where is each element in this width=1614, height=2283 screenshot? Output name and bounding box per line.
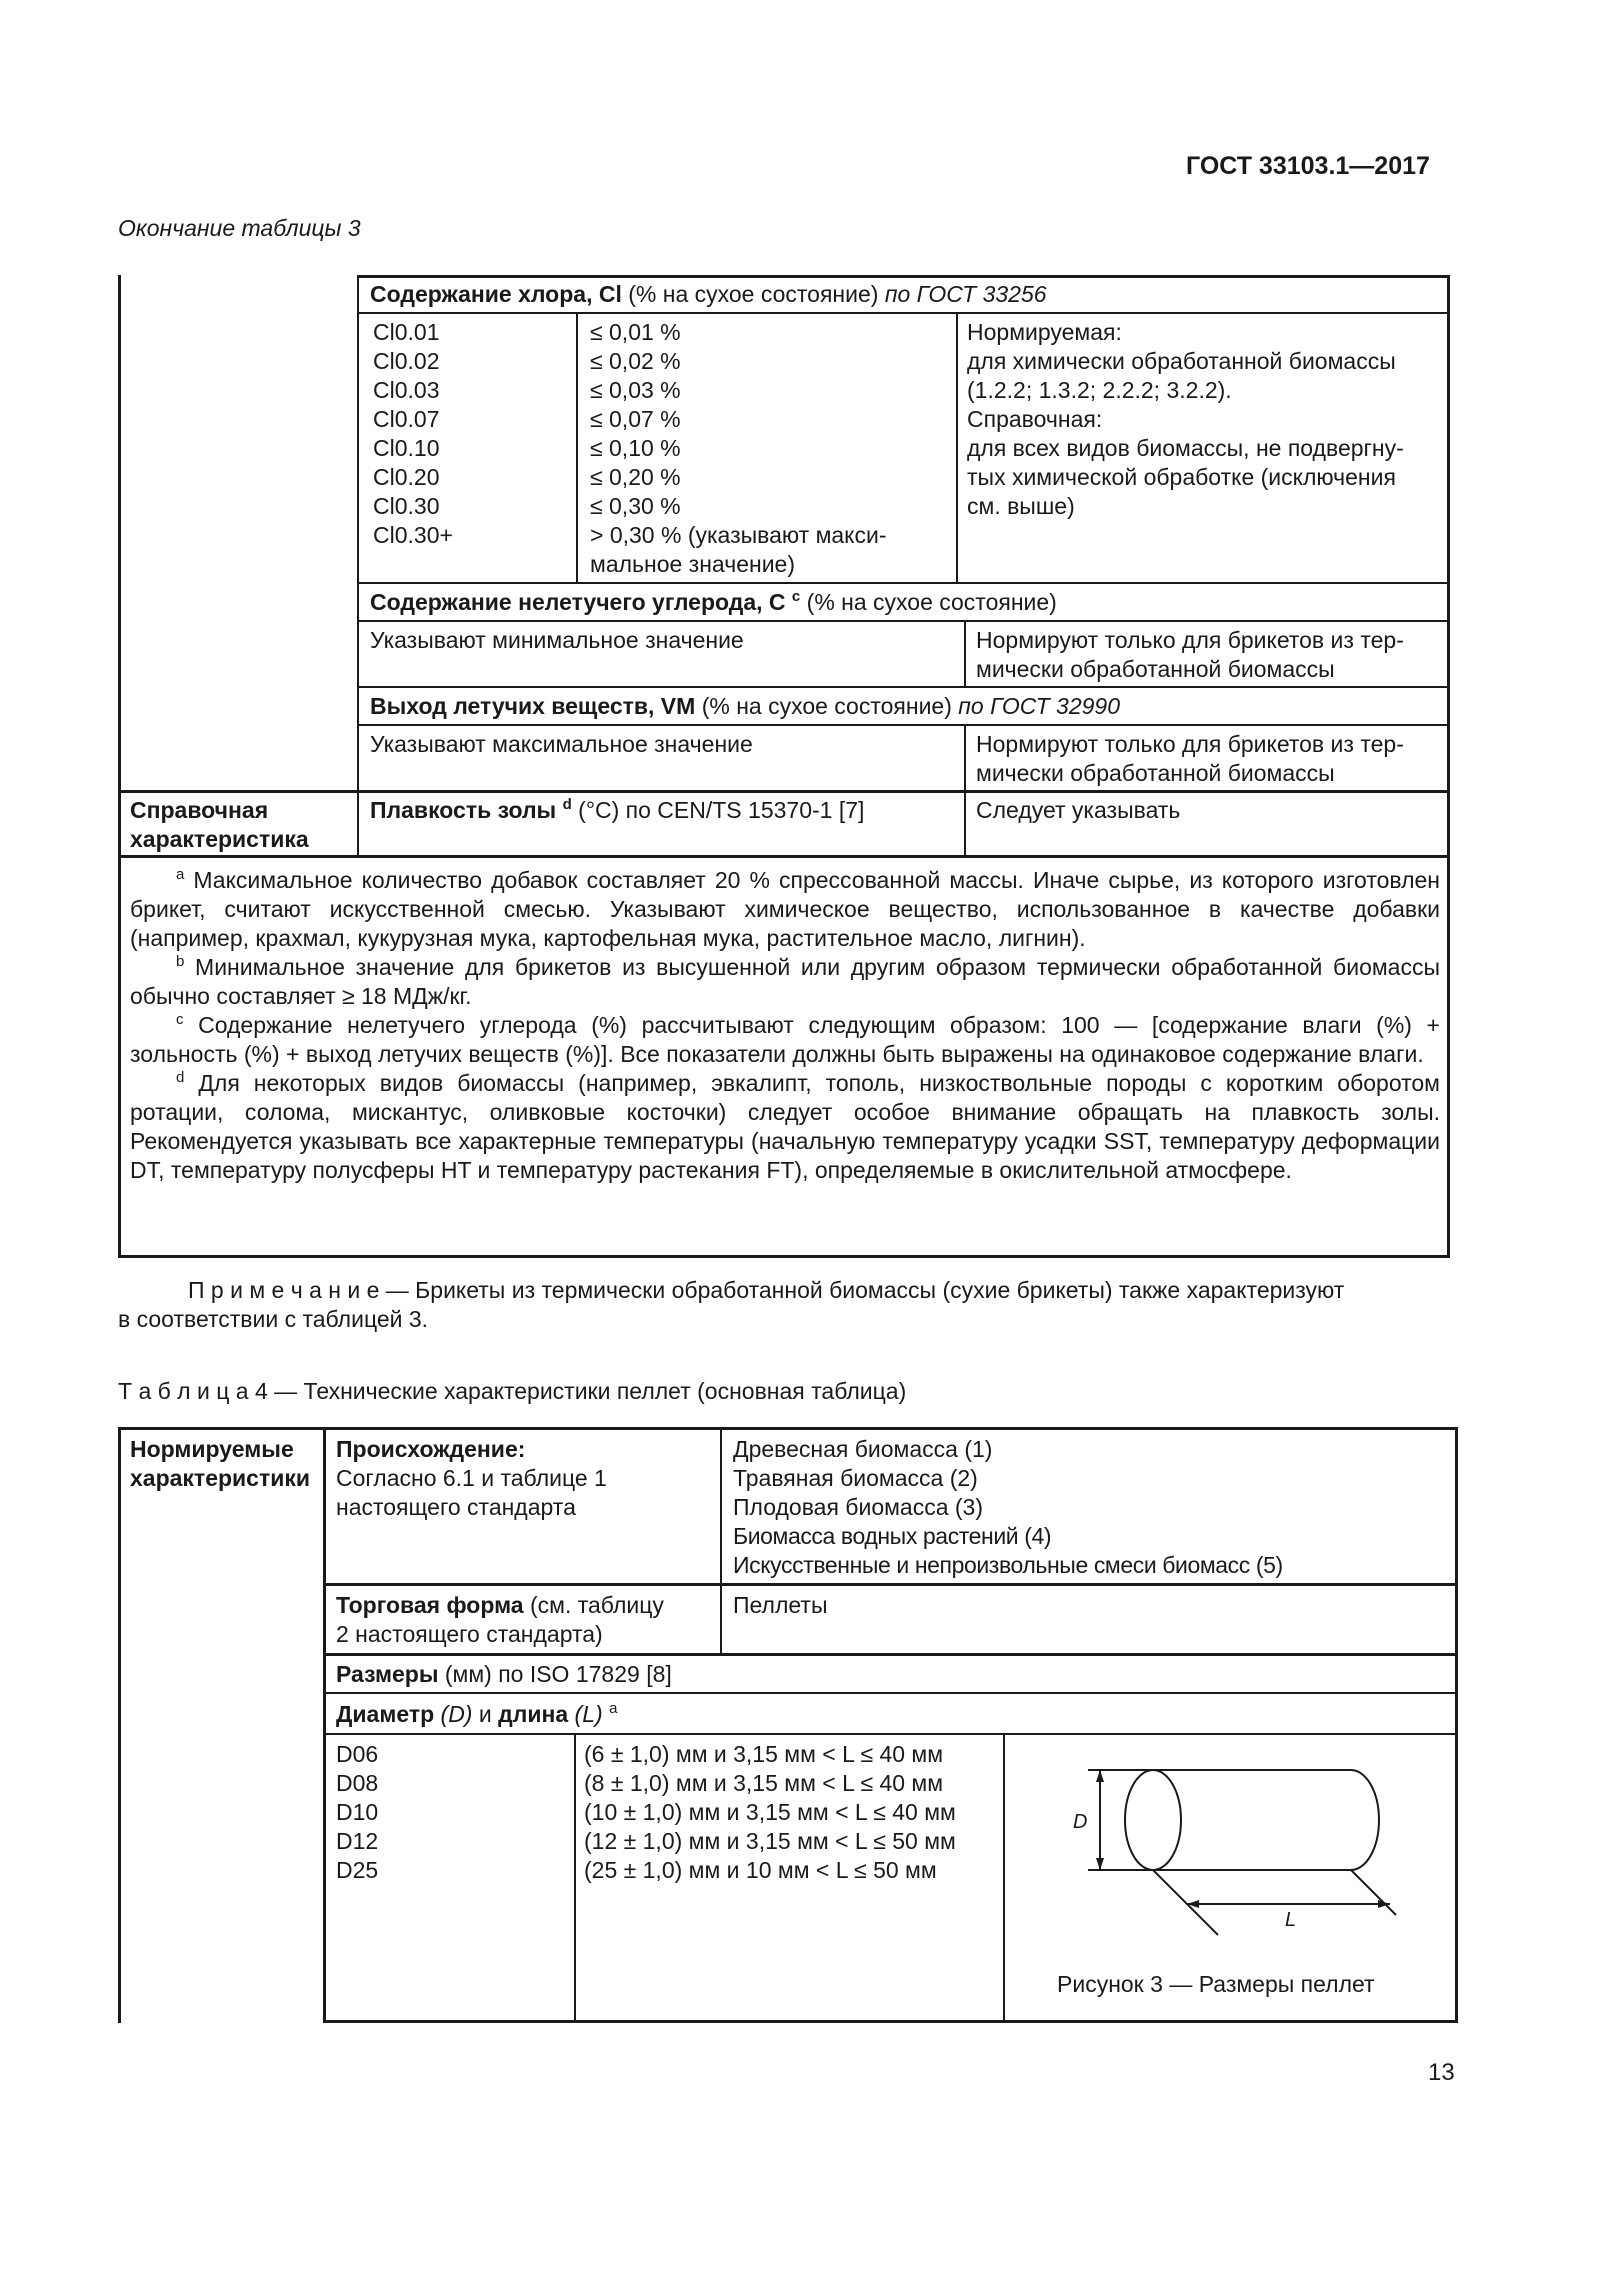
diameter-class: D06 bbox=[336, 1741, 379, 1767]
pellet-cylinder-body bbox=[1153, 1770, 1379, 1870]
pellet-cylinder-face bbox=[1125, 1770, 1181, 1870]
figure-l-label: L bbox=[1285, 1909, 1297, 1931]
origin-item: Искусственные и непроизвольные смеси биомасс (5) bbox=[733, 1552, 1283, 1578]
origin-item: Древесная биомасса (1) bbox=[733, 1436, 993, 1462]
diameter-class: D12 bbox=[336, 1828, 379, 1854]
diameter-value: (8 ± 1,0) мм и 3,15 мм < L ≤ 40 мм bbox=[584, 1770, 944, 1796]
ash-melting-title: Плавкость золы $^d$ (°C) по CEN/TS 15370-1 [7] bbox=[370, 796, 865, 823]
diameter-classes bbox=[336, 1740, 378, 1885]
chlorine-class: Cl0.03 bbox=[373, 377, 440, 403]
origin-items bbox=[733, 1435, 1283, 1580]
note-line-1: П р и м е ч а н и е — Брикеты из термически обработанной биомассы (сухие брикеты) также характеризуют bbox=[188, 1277, 1345, 1303]
carbon-title: Содержание нелетучего углерода, C $^c$ (% на сухое состояние) bbox=[370, 588, 1057, 615]
diameter-values bbox=[584, 1740, 956, 1885]
volatile-note: Нормируют только для брикетов из тер- мически обработанной биомассы bbox=[976, 731, 1404, 786]
chlorine-class: Cl0.20 bbox=[373, 464, 440, 490]
l-extension-left bbox=[1153, 1870, 1218, 1935]
origin-item: Травяная биомасса (2) bbox=[733, 1465, 978, 1491]
footnote-d: $^d$ Для некоторых видов биомассы (например, эвкалипт, тополь, низкоствольные породы с коротким оборотом ротации, солома, мискантус, оливковые косточки) следует особое внимание обращать на плавкость золы. Рекомендуется указывать все характерные температуры (начальную температуру усадки SST, температуру деформации DT, температуру полусферы HT и температуру растекания FT), определяемые в окислительной атмосфере. bbox=[130, 1069, 1440, 1183]
origin-item: Плодовая биомасса (3) bbox=[733, 1494, 984, 1520]
carbon-requirement: Указывают минимальное значение bbox=[370, 627, 744, 653]
chlorine-class: Cl0.30+ bbox=[373, 522, 453, 548]
chlorine-value: > 0,30 % (указывают макси- bbox=[590, 522, 887, 548]
trade-form-value: Пеллеты bbox=[733, 1592, 828, 1618]
chlorine-value: ≤ 0,02 % bbox=[590, 348, 681, 374]
chlorine-class: Cl0.10 bbox=[373, 435, 440, 461]
table3-footnotes bbox=[130, 866, 1440, 1185]
l-extension-right bbox=[1351, 1870, 1396, 1915]
diameter-value: (12 ± 1,0) мм и 3,15 мм < L ≤ 50 мм bbox=[584, 1828, 956, 1854]
page-number: 13 bbox=[1428, 2059, 1455, 2086]
standard-number: ГОСТ 33103.1—2017 bbox=[1186, 152, 1430, 180]
chlorine-value: ≤ 0,03 % bbox=[590, 377, 681, 403]
chlorine-class: Cl0.30 bbox=[373, 493, 440, 519]
diameter-value: (6 ± 1,0) мм и 3,15 мм < L ≤ 40 мм bbox=[584, 1741, 944, 1767]
chlorine-values bbox=[590, 318, 887, 579]
table4-caption: Т а б л и ц а 4 — Технические характеристики пеллет (основная таблица) bbox=[118, 1378, 907, 1404]
footnote-a: $^a$ Максимальное количество добавок составляет 20 % спрессованной массы. Иначе сырье, из которого изготовлен брикет, считают искусственной смесью. Указывают химическое вещество, использованное в качестве добавки (например, крахмал, кукурузная мука, картофельная мука, растительное масло, лигнин). bbox=[130, 866, 1440, 951]
table4-side-label: Нормируемые характеристики bbox=[130, 1436, 311, 1491]
chlorine-value: мальное значение) bbox=[590, 551, 795, 577]
chlorine-notes: Нормируемая: для химически обработанной биомассы (1.2.2; 1.3.2; 2.2.2; 3.2.2). Справочная: для всех видов биомассы, не подвергну- тых химической обработке (исключения см. выше) bbox=[967, 319, 1404, 519]
chlorine-value: ≤ 0,07 % bbox=[590, 406, 681, 432]
chlorine-classes bbox=[373, 318, 453, 550]
origin-title: Происхождение: bbox=[336, 1436, 526, 1462]
footnote-b: $^b$ Минимальное значение для брикетов из высушенной или другим образом термически обработанной биомассы обычно составляет ≥ 18 МДж/кг. bbox=[130, 953, 1440, 1009]
chlorine-value: ≤ 0,01 % bbox=[590, 319, 681, 345]
trade-form-cell: Торговая форма (см. таблицу 2 настоящего стандарта) bbox=[336, 1592, 664, 1647]
chlorine-title: Содержание хлора, Cl (% на сухое состояние) по ГОСТ 33256 bbox=[370, 281, 1047, 307]
diameter-class: D08 bbox=[336, 1770, 379, 1796]
figure-caption: Рисунок 3 — Размеры пеллет bbox=[1057, 1971, 1375, 1997]
chlorine-value: ≤ 0,30 % bbox=[590, 493, 681, 519]
table-continuation-caption: Окончание таблицы 3 bbox=[118, 215, 361, 241]
footnote-c: $^c$ Содержание нелетучего углерода (%) рассчитывают следующим образом: 100 — [содержание влаги (%) + зольность (%) + выход летучих веществ (%)]. Все показатели должны быть выражены на одинаковое содержание влаги. bbox=[130, 1011, 1440, 1067]
dimensions-title: Размеры (мм) по ISO 17829 [8] bbox=[336, 1661, 672, 1687]
volatile-title: Выход летучих веществ, VM (% на сухое состояние) по ГОСТ 32990 bbox=[370, 693, 1120, 719]
diameter-class: D10 bbox=[336, 1799, 379, 1825]
origin-cell: Происхождение: Согласно 6.1 и таблице 1 настоящего стандарта bbox=[336, 1436, 607, 1520]
volatile-requirement: Указывают максимальное значение bbox=[370, 731, 753, 757]
chlorine-class: Cl0.07 bbox=[373, 406, 440, 432]
chlorine-value: ≤ 0,20 % bbox=[590, 464, 681, 490]
chlorine-class: Cl0.02 bbox=[373, 348, 440, 374]
diameter-value: (25 ± 1,0) мм и 10 мм < L ≤ 50 мм bbox=[584, 1857, 937, 1883]
figure-d-label: D bbox=[1073, 1811, 1088, 1833]
reference-label: Справочная характеристика bbox=[130, 797, 309, 852]
diameter-length-title: Диаметр (D) и длина (L) $^a$ bbox=[336, 1700, 618, 1727]
diameter-value: (10 ± 1,0) мм и 3,15 мм < L ≤ 40 мм bbox=[584, 1799, 956, 1825]
ash-melting-note: Следует указывать bbox=[976, 797, 1181, 823]
carbon-note: Нормируют только для брикетов из тер- мически обработанной биомассы bbox=[976, 627, 1404, 682]
origin-item: Биомасса водных растений (4) bbox=[733, 1523, 1052, 1549]
chlorine-class: Cl0.01 bbox=[373, 319, 440, 345]
note-line-2: в соответствии с таблицей 3. bbox=[118, 1306, 429, 1332]
pellet-dimensions-figure bbox=[1005, 1736, 1455, 1966]
chlorine-value: ≤ 0,10 % bbox=[590, 435, 681, 461]
diameter-class: D25 bbox=[336, 1857, 379, 1883]
